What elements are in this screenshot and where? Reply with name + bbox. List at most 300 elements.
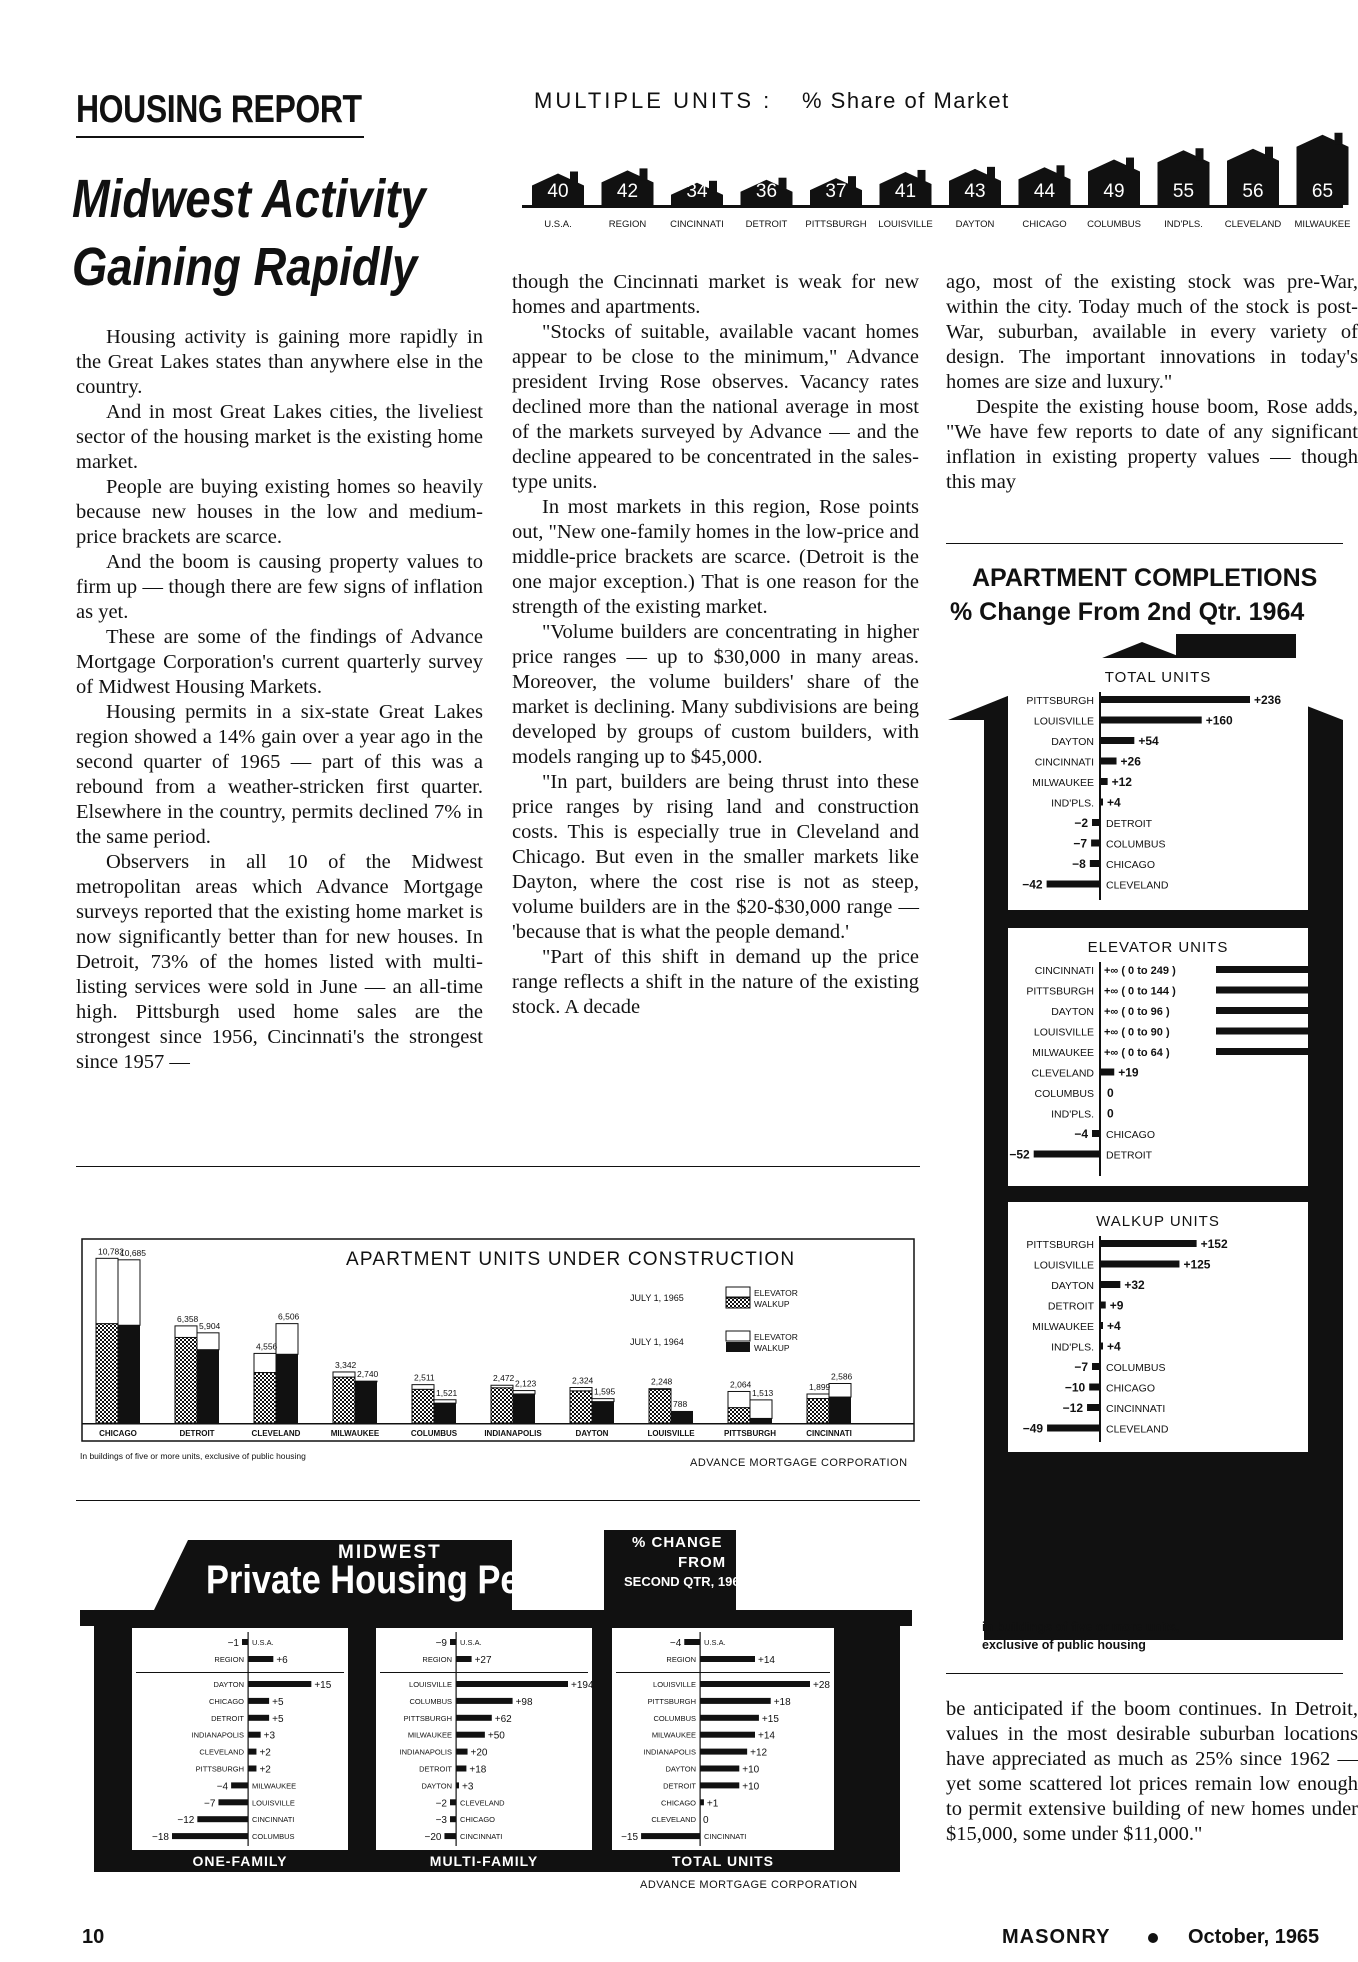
category-label: CINCINNATI [1034, 756, 1094, 769]
chimney [1126, 158, 1134, 170]
data-label: 788 [673, 1398, 688, 1409]
category-label: CHICAGO [1022, 219, 1067, 230]
value-label: +10 [742, 1764, 760, 1776]
category-label: U.S.A. [544, 219, 572, 230]
value-label: +194 [571, 1680, 594, 1691]
paragraph: Observers in all 10 of the Midwest metropolitan areas which Advance Mortgage surveys reported that the existing home market is now significantly better than for new houses. In Detroit, 73% of the homes listed with multi-listing services were sold in June — an all-time high. Pittsburgh used home sales are the strongest since 1956, Cincinnati's the strongest since 1957 — [76, 851, 483, 1073]
legend-swatch-walkup-1965 [726, 1298, 750, 1308]
value-label: +15 [314, 1680, 332, 1691]
bar-elevator-1965 [254, 1353, 276, 1372]
bar [248, 1732, 261, 1738]
value-label: +62 [494, 1713, 512, 1725]
bar [197, 1816, 248, 1822]
legend-label: JULY 1, 1965 [630, 1293, 684, 1303]
bar-walkup-1965 [728, 1408, 750, 1423]
section-label-underline [76, 136, 364, 138]
bar [1092, 819, 1100, 826]
category-label: CLEVELAND [1224, 219, 1282, 230]
bar [700, 1656, 755, 1662]
value-label: +15 [761, 1713, 779, 1725]
value-label: +14 [758, 1655, 775, 1666]
value-label: +5 [272, 1696, 284, 1708]
category-label: CLEVELAND [460, 1798, 505, 1808]
bar-walkup-1964 [434, 1403, 456, 1423]
value-label: 65 [1311, 181, 1334, 202]
bar-walkup-1965 [807, 1399, 829, 1423]
divider [946, 543, 1343, 544]
category-label: CHICAGO [99, 1429, 137, 1438]
category-label: CLEVELAND [199, 1747, 244, 1757]
bar [700, 1715, 759, 1721]
category-label: PITTSBURGH [1026, 695, 1094, 707]
chimney [918, 170, 926, 182]
category-label: CLEVELAND [1106, 879, 1169, 892]
value-label: +19 [1118, 1065, 1139, 1080]
bar-walkup-1964 [118, 1325, 140, 1423]
value-label: −15 [621, 1832, 639, 1844]
legend-swatch-elevator-1964 [726, 1331, 750, 1341]
bar-walkup-1964 [355, 1382, 377, 1423]
bar-elevator-1965 [96, 1258, 118, 1323]
category-label: COLUMBUS [1106, 1362, 1166, 1374]
bar [172, 1833, 248, 1839]
bar-walkup-1964 [197, 1350, 219, 1423]
category-label: COLUMBUS [1087, 219, 1141, 230]
category-label: PITTSBURGH [647, 1696, 696, 1706]
value-label: +12 [1111, 775, 1132, 789]
zero-axis [248, 1632, 249, 1846]
bar [1100, 717, 1202, 724]
category-label: COLUMBUS [1034, 1088, 1094, 1100]
zero-axis [1099, 692, 1101, 900]
category-label: MILWAUKEE [1032, 1047, 1094, 1059]
bar-walkup-1965 [333, 1377, 355, 1423]
category-label: DETROIT [179, 1429, 215, 1438]
zero-axis [700, 1632, 701, 1846]
badge-line: SECOND QTR, 1964 [624, 1574, 747, 1589]
category-label: CINCINNATI [670, 219, 724, 230]
paragraph: "Volume builders are concentrating in higher price ranges — up to $30,000 in many areas. Moreover, the volume builders' share of the market is declining. Many subdivisions are being developed by groups of custom builders, with models ranging up to $45,000. [512, 621, 919, 768]
value-label: +10 [742, 1781, 760, 1793]
category-label: MILWAUKEE [651, 1730, 696, 1740]
category-label: COLUMBUS [252, 1832, 295, 1842]
category-label: CINCINNATI [1034, 965, 1094, 977]
bar [456, 1715, 492, 1721]
page-number: 10 [82, 1926, 105, 1948]
value-label: +2 [259, 1747, 271, 1759]
category-label: MILWAUKEE [330, 1429, 380, 1438]
value-label: −4 [216, 1781, 229, 1793]
value-label: +32 [1124, 1278, 1145, 1292]
paragraph: And in most Great Lakes cities, the liveliest sector of the housing market is the existing home market. [76, 401, 483, 473]
panel-title: ELEVATOR UNITS [1087, 939, 1229, 956]
category-label: COLUMBUS [1106, 838, 1166, 851]
category-label: DAYTON [955, 219, 995, 230]
bar-walkup-1964 [671, 1411, 693, 1423]
headline-line-1: Midwest Activity [72, 169, 426, 229]
category-label: PITTSBURGH [724, 1429, 776, 1438]
divider [616, 1672, 830, 1673]
chart-title: MULTIPLE UNITS : [534, 88, 773, 113]
bar [450, 1639, 456, 1645]
issue-date: October, 1965 [1188, 1926, 1320, 1948]
category-label: IND'PLS. [1164, 219, 1203, 230]
bar-walkup-1965 [570, 1391, 592, 1423]
category-label: COLUMBUS [653, 1713, 696, 1723]
footnote: in buildings of five or more units, [982, 1620, 1180, 1634]
value-label: −7 [204, 1798, 216, 1810]
bar [456, 1766, 466, 1772]
value-label: +∞ ( 0 to 144 ) [1104, 985, 1176, 998]
value-label: −49 [1022, 1421, 1044, 1436]
bar-elevator-1964 [829, 1384, 851, 1398]
category-label: CINCINNATI [704, 1832, 747, 1842]
category-label: CHICAGO [660, 1798, 696, 1808]
value-label: −12 [1062, 1401, 1084, 1415]
category-label: INDIANAPOLIS [643, 1747, 696, 1757]
bar-elevator-1965 [412, 1385, 434, 1390]
value-label: 43 [964, 181, 986, 202]
legend-label: JULY 1, 1964 [630, 1337, 684, 1347]
category-label: CLEVELAND [1106, 1423, 1169, 1436]
bar-walkup-1965 [254, 1373, 276, 1423]
bar [456, 1656, 472, 1662]
zero-axis [456, 1632, 457, 1846]
category-label: DAYTON [1051, 1280, 1094, 1292]
bar-elevator-1965 [333, 1372, 355, 1377]
legend-swatch-elevator-1965 [726, 1287, 750, 1297]
legend-label: WALKUP [754, 1343, 790, 1353]
under-construction-plot [76, 1195, 920, 1480]
category-label: DETROIT [663, 1781, 696, 1791]
source-credit: ADVANCE MORTGAGE CORPORATION [640, 1879, 858, 1891]
bar [248, 1715, 269, 1721]
bar [248, 1681, 311, 1687]
divider [380, 1672, 588, 1673]
data-label: 1,899 [809, 1381, 831, 1392]
data-label: 2,123 [515, 1378, 537, 1389]
category-label: CINCINNATI [806, 1429, 852, 1438]
value-label: +∞ ( 0 to 96 ) [1104, 1006, 1170, 1018]
chimney [640, 168, 648, 180]
value-label: −2 [435, 1798, 447, 1810]
paragraph: be anticipated if the boom continues. In Detroit, values in the most desirable suburban locations have appreciated as much as 25% since 1962 — yet some scattered lot prices remain low enough to permit extensive building of new homes under $15,000, some under $11,000." [946, 1698, 1358, 1845]
headline-line-2: Gaining Rapidly [72, 237, 418, 297]
value-label: +20 [470, 1747, 488, 1759]
category-label: PITTSBURGH [195, 1764, 244, 1774]
bar [1100, 737, 1134, 744]
chart-subtitle: % Change From 2nd Qtr. 1964 [950, 598, 1305, 626]
paragraph: "In part, builders are being thrust into these price ranges by rising land and construction costs. This is especially true in Cleveland and Chicago. But even in the smaller markets like Dayton, where the cost rise is not as steep, volume builders are in the $20-$30,000 range — 'because that is what the people demand.' [512, 771, 919, 943]
category-label: LOUISVILLE [647, 1429, 695, 1438]
value-label: −20 [424, 1832, 442, 1844]
chimney [570, 172, 578, 184]
category-label: LOUISVILLE [653, 1680, 696, 1689]
bar [242, 1639, 248, 1645]
bar [1216, 987, 1308, 994]
bar [1100, 696, 1250, 703]
value-label: −18 [152, 1832, 169, 1844]
category-label: CINCINNATI [252, 1815, 295, 1825]
paragraph: Housing permits in a six-state Great Lakes region showed a 14% gain over a year ago in the second quarter of 1965 — part of this was a rebound from a weather-stricken first quarter. Elsewhere in the country, permits declined 7% in the same period. [76, 701, 483, 848]
bar-elevator-1964 [276, 1324, 298, 1355]
value-label: +12 [750, 1747, 768, 1759]
value-label: +54 [1138, 734, 1159, 748]
value-label: 34 [686, 181, 708, 202]
category-label: DETROIT [1106, 818, 1153, 830]
bar-elevator-1964 [118, 1260, 140, 1325]
value-label: +∞ ( 0 to 64 ) [1104, 1047, 1170, 1059]
bar [1216, 1028, 1308, 1035]
data-label: 2,324 [572, 1375, 594, 1386]
category-label: DAYTON [421, 1781, 452, 1791]
data-label: 1,595 [594, 1386, 616, 1397]
bar [456, 1698, 513, 1704]
bar [1216, 1007, 1308, 1014]
value-label: −10 [1064, 1380, 1086, 1395]
value-label: +9 [1109, 1298, 1124, 1313]
bar [1100, 758, 1117, 765]
category-label: CINCINNATI [1106, 1403, 1166, 1415]
category-label: DETROIT [211, 1713, 244, 1723]
paragraph: And the boom is causing property values to firm up — though there are few signs of inflation as yet. [76, 551, 483, 623]
category-label: MILWAUKEE [1032, 1321, 1094, 1333]
bar [1089, 1384, 1100, 1391]
category-label: CHICAGO [1106, 1129, 1156, 1141]
data-label: 10,782 [98, 1246, 124, 1257]
bar [1100, 1240, 1197, 1247]
bar-elevator-1964 [513, 1391, 535, 1394]
category-label: COLUMBUS [409, 1696, 452, 1706]
value-label: +152 [1200, 1237, 1228, 1251]
category-label: CLEVELAND [651, 1815, 696, 1825]
bar [1047, 1425, 1100, 1432]
value-label: +4 [1107, 1319, 1121, 1333]
article-column-3 [946, 270, 1358, 528]
value-label: +160 [1205, 713, 1233, 728]
value-label: +3 [263, 1730, 276, 1742]
value-label: +98 [515, 1696, 533, 1708]
chimney [709, 181, 717, 193]
source-credit: ADVANCE MORTGAGE CORPORATION [690, 1457, 908, 1469]
value-label: 0 [1107, 1086, 1114, 1100]
data-label: 4,556 [256, 1341, 278, 1352]
category-label: MILWAUKEE [252, 1781, 297, 1791]
bar-walkup-1964 [592, 1402, 614, 1423]
paragraph: though the Cincinnati market is weak for new homes and apartments. [512, 271, 919, 318]
bar [450, 1816, 456, 1822]
category-label: LOUISVILLE [1033, 1259, 1094, 1272]
bar-walkup-1965 [412, 1389, 434, 1423]
bar [456, 1681, 568, 1687]
category-label: CLEVELAND [1031, 1067, 1094, 1080]
bar [1216, 966, 1308, 973]
legend-label: WALKUP [754, 1299, 790, 1309]
category-label: CHICAGO [208, 1696, 244, 1706]
value-label: −7 [1074, 1360, 1088, 1374]
paragraph: In most markets in this region, Rose points out, "New one-family homes in the low-price and middle-price brackets are scarce. (Detroit is the one major exception.) That is one reason for the strength of the existing market. [512, 496, 919, 618]
value-label: +∞ ( 0 to 249 ) [1104, 965, 1176, 977]
baseline [522, 205, 1343, 208]
bar-elevator-1965 [570, 1388, 592, 1391]
bar [700, 1749, 747, 1755]
chart-title: Private Housing Permits [206, 1558, 604, 1602]
article-column-1 [76, 325, 483, 1075]
chimney [779, 178, 787, 190]
bar [248, 1749, 256, 1755]
category-label: REGION [422, 1655, 452, 1664]
bar-elevator-1964 [197, 1333, 219, 1350]
bar [231, 1782, 248, 1788]
paragraph: Housing activity is gaining more rapidly in the Great Lakes states than anywhere else in the country. [76, 326, 483, 398]
category-label: MILWAUKEE [1032, 777, 1094, 789]
category-label: CINCINNATI [460, 1832, 503, 1842]
bullet-icon [1148, 1933, 1158, 1943]
value-label: −7 [1073, 836, 1088, 851]
bar [641, 1833, 700, 1839]
chimney [848, 176, 856, 188]
category-label: LOUISVILLE [409, 1680, 452, 1689]
value-label: +5 [272, 1713, 284, 1725]
data-label: 2,248 [651, 1376, 673, 1387]
value-label: 42 [616, 181, 639, 202]
category-label: PITTSBURGH [805, 219, 867, 230]
category-label: COLUMBUS [410, 1429, 458, 1438]
category-label: PITTSBURGH [1026, 1239, 1094, 1251]
legend-label: ELEVATOR [754, 1332, 798, 1342]
category-label: REGION [666, 1655, 696, 1664]
value-label: −4 [669, 1638, 682, 1649]
bar [444, 1833, 456, 1839]
value-label: −52 [1009, 1147, 1030, 1162]
article-column-3-end [946, 1697, 1358, 1887]
bar [450, 1799, 456, 1805]
bar-elevator-1964 [355, 1381, 377, 1382]
data-label: 5,904 [199, 1320, 221, 1331]
bar [1100, 1261, 1179, 1268]
bar-walkup-1964 [829, 1397, 851, 1423]
value-label: 49 [1103, 181, 1125, 202]
value-label: 41 [894, 181, 917, 202]
data-label: 2,511 [414, 1372, 435, 1383]
bar [1092, 1130, 1100, 1137]
bar [248, 1698, 269, 1704]
value-label: −8 [1072, 857, 1086, 871]
footnote: In buildings of five or more units, exclusive of public housing [80, 1451, 306, 1461]
category-label: CHICAGO [1106, 859, 1156, 871]
badge-line: % CHANGE [632, 1534, 723, 1551]
value-label: 0 [1107, 1106, 1114, 1121]
under-construction-chart [76, 1195, 920, 1480]
panel-title: WALKUP UNITS [1096, 1213, 1220, 1230]
bar [218, 1799, 248, 1805]
bar-walkup-1964 [750, 1418, 772, 1423]
paragraph: People are buying existing homes so heavily because new houses in the low and medium-price brackets are scarce. [76, 476, 483, 548]
chimney [987, 167, 995, 179]
value-label: +4 [1107, 795, 1121, 810]
apartment-completions-section [946, 560, 1343, 1670]
legend-swatch-walkup-1964 [726, 1342, 750, 1352]
category-label: LOUISVILLE [878, 219, 933, 230]
category-label: DETROIT [745, 219, 788, 230]
data-label: 2,064 [730, 1379, 752, 1390]
value-label: +6 [276, 1655, 288, 1666]
value-label: +27 [474, 1655, 492, 1666]
bar [1090, 860, 1100, 867]
panel-label: MULTI-FAMILY [429, 1853, 539, 1869]
value-label: 40 [547, 181, 569, 202]
value-label: 36 [755, 181, 778, 202]
value-label: +125 [1183, 1257, 1211, 1272]
bar [700, 1732, 755, 1738]
value-label: 55 [1172, 181, 1195, 202]
value-label: −1 [227, 1638, 239, 1649]
value-label: +28 [813, 1680, 830, 1691]
data-label: 1,521 [436, 1387, 458, 1398]
bar-walkup-1964 [513, 1394, 535, 1423]
data-label: 2,740 [357, 1369, 379, 1380]
value-label: −12 [177, 1815, 195, 1827]
chart-title: APARTMENT UNITS UNDER CONSTRUCTION [346, 1249, 796, 1270]
category-label: MILWAUKEE [407, 1730, 452, 1740]
bar [1092, 1363, 1100, 1370]
bar [1091, 840, 1100, 847]
bar-walkup-1965 [649, 1389, 671, 1423]
magazine-name: MASONRY [1002, 1926, 1111, 1948]
bar-walkup-1964 [276, 1354, 298, 1423]
paragraph: "Part of this shift in demand up the price range reflects a shift in the nature of the existing stock. A decade [512, 946, 919, 1018]
panel-label: ONE-FAMILY [192, 1853, 288, 1869]
value-label: +4 [1107, 1339, 1121, 1354]
category-label: INDIANAPOLIS [191, 1730, 244, 1740]
value-label: −3 [435, 1815, 447, 1827]
data-label: 6,506 [278, 1311, 300, 1322]
multiple-units-plot [512, 80, 1351, 240]
value-label: +18 [469, 1764, 487, 1776]
category-label: DAYTON [1051, 1006, 1094, 1018]
category-label: DETROIT [1047, 1300, 1094, 1313]
bar [1047, 881, 1100, 888]
bar-walkup-1965 [491, 1388, 513, 1423]
value-label: −9 [435, 1638, 447, 1649]
category-label: IND'PLS. [1051, 1108, 1094, 1121]
bar [1216, 1048, 1308, 1055]
chart-title: APARTMENT COMPLETIONS [972, 564, 1318, 592]
value-label: −2 [1074, 816, 1088, 830]
chimney [1265, 147, 1273, 159]
value-label: +1 [706, 1798, 719, 1810]
badge-line: FROM [678, 1554, 727, 1571]
chimney [1057, 165, 1065, 177]
bar [700, 1681, 810, 1687]
category-label: CHICAGO [460, 1815, 496, 1825]
category-label: PITTSBURGH [403, 1713, 452, 1723]
chart-subtitle: % Share of Market [802, 88, 1010, 113]
category-label: DAYTON [665, 1764, 696, 1774]
category-label: LOUISVILLE [252, 1798, 295, 1808]
bar [1100, 778, 1108, 785]
bar [1100, 1069, 1114, 1076]
category-label: DETROIT [1106, 1149, 1153, 1162]
paragraph: Despite the existing house boom, Rose adds, "We have few reports to date of any significant inflation in existing property values — though this may [946, 396, 1358, 493]
category-label: REGION [608, 219, 647, 230]
category-label: IND'PLS. [1051, 797, 1094, 810]
value-label: −42 [1022, 877, 1043, 892]
chimney [1196, 148, 1204, 160]
category-label: U.S.A. [704, 1638, 726, 1647]
panel-label: TOTAL UNITS [672, 1853, 774, 1869]
bar-elevator-1964 [434, 1400, 456, 1403]
